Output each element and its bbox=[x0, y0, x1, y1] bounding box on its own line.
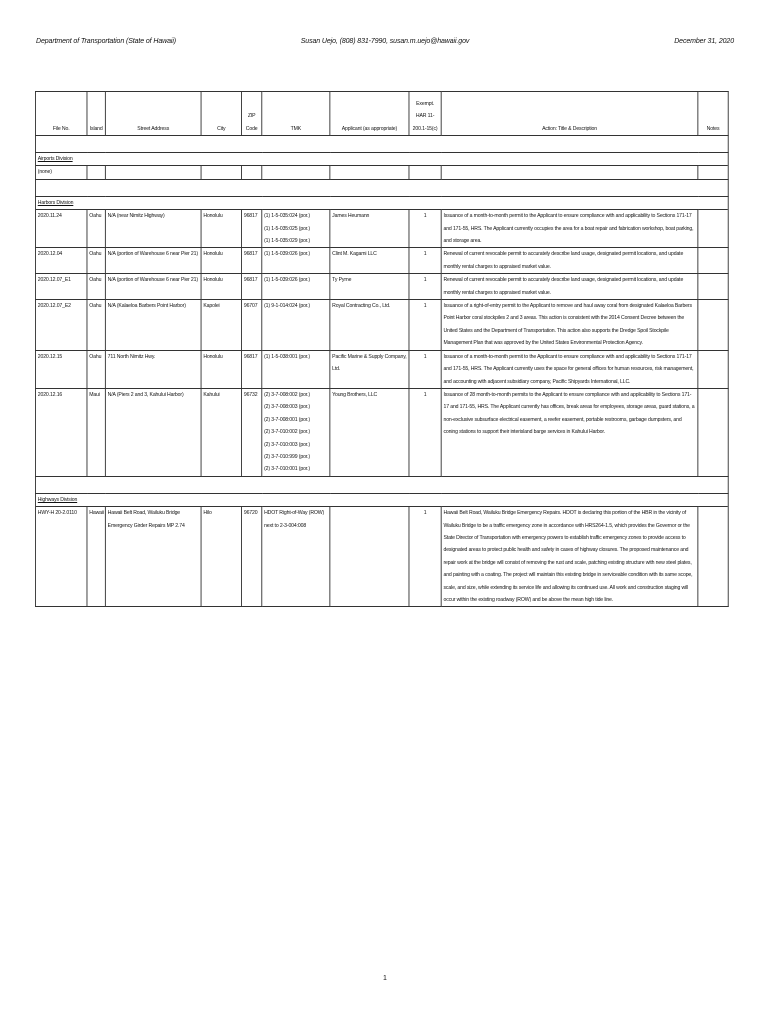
city-cell: Honolulu bbox=[201, 210, 241, 248]
exempt-cell: 1 bbox=[409, 248, 441, 274]
action-cell: Renewal of current revocable permit to accurately describe land usage, designated permit locations, and update monthly rental charges to appraised market value. bbox=[441, 274, 698, 300]
tmk-line: (2) 3-7-008:001 (por.) bbox=[264, 416, 310, 423]
table-row bbox=[35, 300, 728, 351]
exempt-cell: 1 bbox=[409, 350, 441, 388]
applicant-cell: James Heumann bbox=[330, 210, 409, 248]
notes-cell bbox=[698, 248, 728, 274]
street-address-cell: 711 North Nimitz Hwy. bbox=[105, 350, 201, 388]
tmk-cell bbox=[262, 300, 330, 351]
col-action: Action: Title & Description bbox=[441, 92, 698, 136]
island-cell: Hawaii bbox=[87, 507, 105, 607]
city-cell: Honolulu bbox=[201, 248, 241, 274]
island-cell: Oahu bbox=[87, 300, 105, 351]
tmk-line: (2) 3-7-010:999 (por.) bbox=[264, 453, 310, 460]
applicant-cell: Clint M. Kagami LLC bbox=[330, 248, 409, 274]
table-row bbox=[35, 507, 728, 607]
file-no-cell: 2020.12.04 bbox=[35, 248, 87, 274]
col-zip bbox=[242, 92, 262, 136]
zip-cell: 96817 bbox=[242, 350, 262, 388]
exempt-cell: 1 bbox=[409, 388, 441, 476]
file-no-cell: 2020.12.07_E1 bbox=[35, 274, 87, 300]
col-exempt-line2: HAR 11- bbox=[415, 113, 435, 120]
street-address-cell: N/A (near Nimitz Highway) bbox=[105, 210, 201, 248]
tmk-line: (1) 1-5-035:029 (por.) bbox=[264, 238, 310, 245]
table-row bbox=[35, 248, 728, 274]
tmk-line: (1) 1-5-039:026 (por.) bbox=[264, 277, 310, 284]
airports-division-row bbox=[35, 153, 728, 166]
action-cell: Hawaii Belt Road, Wailuku Bridge Emergency Repairs. HDOT is declaring this portion of the HBR in the vicinity of Wailuku Bridge to be a traffic emergency zone in accordance with HRS264-1.5, which provides the Governor or the State Director of Transportation with emergency powers to establish traffic emergency zones to provide access to designated areas to protect public health and safety in cases of highway closures. The proposed maintenance and repair work at the bridge will consist of removing the rust and scale, patching existing structure with new steel plates, and painting with a coating. The project will maintain this existing bridge in serviceable condition with its same scope, scale, and size, while extending its service life and allowing its continued use. All work and construction staging will occur within the existing roadway (ROW) and be above the mean high tide line. bbox=[441, 507, 698, 607]
file-no-cell: 2020.12.07_E2 bbox=[35, 300, 87, 351]
notes-cell bbox=[698, 274, 728, 300]
zip-cell: 96720 bbox=[242, 507, 262, 607]
tmk-line: (2) 3-7-010:003 (por.) bbox=[264, 441, 310, 448]
file-no-cell: 2020.12.16 bbox=[35, 388, 87, 476]
exemption-table bbox=[35, 91, 729, 607]
spacer-row bbox=[35, 179, 728, 196]
tmk-cell bbox=[262, 507, 330, 607]
zip-cell: 96707 bbox=[242, 300, 262, 351]
island-cell: Oahu bbox=[87, 248, 105, 274]
notes-cell bbox=[698, 300, 728, 351]
airports-none-row bbox=[35, 166, 728, 179]
header-contact: Susan Uejo, (808) 831-7990, susan.m.uejo@hawaii.gov bbox=[300, 38, 470, 45]
tmk-line: (1) 1-5-035:025 (por.) bbox=[264, 225, 310, 232]
city-cell: Kahului bbox=[201, 388, 241, 476]
notes-cell bbox=[698, 507, 728, 607]
action-cell: Issuance of a right-of-entry permit to the Applicant to remove and haul away coral from designated Kalaeloa Barbers Point Harbor coral stockpiles 2 and 3 areas. This action is consistent with the 2014 Consent Decree between the United States and the Department of Transportation. This action also supports the Dredge Spoil Stockpile Management Plan that was approved by the United States Environmental Protection Agency. bbox=[441, 300, 698, 351]
notes-cell bbox=[698, 210, 728, 248]
spacer-row bbox=[35, 476, 728, 493]
table-row bbox=[35, 274, 728, 300]
col-zip-line1: ZIP bbox=[247, 113, 256, 120]
tmk-line: (1) 1-5-039:026 (por.) bbox=[264, 251, 310, 258]
tmk-cell bbox=[262, 350, 330, 388]
zip-cell: 96817 bbox=[242, 274, 262, 300]
col-notes: Notes bbox=[698, 92, 728, 136]
tmk-line: (2) 3-7-008:003 (por.) bbox=[264, 404, 310, 411]
file-no-cell: HWY-H 20-2.0110 bbox=[35, 507, 87, 607]
airports-none: (none) bbox=[35, 166, 87, 179]
col-street-address: Street Address bbox=[105, 92, 201, 136]
col-applicant: Applicant (as appropriate) bbox=[330, 92, 409, 136]
island-cell: Oahu bbox=[87, 274, 105, 300]
col-city: City bbox=[201, 92, 241, 136]
tmk-line: (2) 3-7-010:001 (por.) bbox=[264, 466, 310, 473]
tmk-cell bbox=[262, 388, 330, 476]
notes-cell bbox=[698, 388, 728, 476]
tmk-line: (2) 3-7-008:002 (por.) bbox=[264, 391, 310, 398]
exempt-cell: 1 bbox=[409, 274, 441, 300]
table-header-row bbox=[35, 92, 728, 136]
table-row bbox=[35, 210, 728, 248]
tmk-cell bbox=[262, 274, 330, 300]
street-address-cell: N/A (Piers 2 and 3, Kahului Harbor) bbox=[105, 388, 201, 476]
applicant-cell: Royal Contracting Co., Ltd. bbox=[330, 300, 409, 351]
tmk-line: (1) 9-1-014:024 (por.) bbox=[264, 303, 310, 310]
action-cell: Renewal of current revocable permit to accurately describe land usage, designated permit locations, and update monthly rental charges to appraised market value. bbox=[441, 248, 698, 274]
applicant-cell: Young Brothers, LLC bbox=[330, 388, 409, 476]
action-cell: Issuance of a month-to-month permit to the Applicant to ensure compliance with and applicability to Sections 171-17 and 171-55, HRS. The Applicant currently occupies the area for a boat repair and fabrication workshop, boat parking, and storage area. bbox=[441, 210, 698, 248]
city-cell: Honolulu bbox=[201, 274, 241, 300]
island-cell: Maui bbox=[87, 388, 105, 476]
harbors-division-title: Harbors Division bbox=[37, 199, 74, 206]
airports-division-title: Airports Division bbox=[37, 156, 73, 162]
city-cell: Hilo bbox=[201, 507, 241, 607]
col-tmk: TMK bbox=[262, 92, 330, 136]
col-file-no: File No. bbox=[35, 92, 87, 136]
col-exempt-line3: 200.1-15(c) bbox=[412, 125, 438, 132]
exempt-cell: 1 bbox=[409, 507, 441, 607]
tmk-line: (2) 3-7-010:002 (por.) bbox=[264, 429, 310, 436]
zip-cell: 96732 bbox=[242, 388, 262, 476]
exempt-cell: 1 bbox=[409, 300, 441, 351]
page-number: 1 bbox=[383, 975, 387, 982]
street-address-cell: N/A (portion of Warehouse 6 near Pier 21) bbox=[105, 248, 201, 274]
col-zip-line2: Code bbox=[245, 125, 258, 132]
col-exempt-line1: Exempt. bbox=[416, 100, 435, 107]
zip-cell: 96817 bbox=[242, 248, 262, 274]
tmk-cell bbox=[262, 248, 330, 274]
table-row bbox=[35, 350, 728, 388]
street-address-cell: Hawaii Belt Road, Wailuku Bridge Emergency Girder Repairs MP 2.74 bbox=[105, 507, 201, 607]
street-address-cell: N/A (Kalaeloa Barbers Point Harbor) bbox=[105, 300, 201, 351]
action-cell: Issuance of a month-to-month permit to the Applicant to ensure compliance with and applicability to Sections 171-17 and 171-55, HRS. The Applicant currently uses the space for general offices for human resources, risk management, and accounting with adjacent subsidiary company, Pacific Shipyards International, LLC. bbox=[441, 350, 698, 388]
header-agency: Department of Transportation (State of Hawaii) bbox=[36, 38, 177, 45]
highways-division-row bbox=[35, 493, 728, 506]
action-cell: Issuance of 28 month-to-month permits to the Applicant to ensure compliance with and applicability to Sections 171-17 and 171-55, HRS. The Applicant currently has offices, break areas for employees, storage areas, guard stations, a non-exclusive subsurface electrical easement, a reefer easement, portable restrooms, garbage dumpsters, and coning stations to support their interisland barge services in Kahului Harbor. bbox=[441, 388, 698, 476]
tmk-line: (1) 1-5-035:024 (por.) bbox=[264, 213, 310, 220]
applicant-cell: Ty Pyrne bbox=[330, 274, 409, 300]
notes-cell bbox=[698, 350, 728, 388]
street-address-cell: N/A (portion of Warehouse 6 near Pier 21) bbox=[105, 274, 201, 300]
island-cell: Oahu bbox=[87, 350, 105, 388]
header-date: December 31, 2020 bbox=[674, 38, 734, 45]
zip-cell: 96817 bbox=[242, 210, 262, 248]
city-cell: Kapolei bbox=[201, 300, 241, 351]
tmk-cell bbox=[262, 210, 330, 248]
file-no-cell: 2020.12.15 bbox=[35, 350, 87, 388]
harbors-division-row bbox=[35, 196, 728, 209]
tmk-line: HDOT Right-of-Way (ROW) next to 2-3-004:008 bbox=[264, 510, 325, 529]
tmk-line: (1) 1-5-038:001 (por.) bbox=[264, 353, 310, 360]
exempt-cell: 1 bbox=[409, 210, 441, 248]
col-island: Island bbox=[87, 92, 105, 136]
highways-division-title: Highways Division bbox=[37, 496, 78, 503]
spacer-row bbox=[35, 136, 728, 153]
island-cell: Oahu bbox=[87, 210, 105, 248]
applicant-cell bbox=[330, 507, 409, 607]
col-exempt bbox=[409, 92, 441, 136]
table-row bbox=[35, 388, 728, 476]
file-no-cell: 2020.11.24 bbox=[35, 210, 87, 248]
city-cell: Honolulu bbox=[201, 350, 241, 388]
applicant-cell: Pacific Marine & Supply Company, Ltd. bbox=[330, 350, 409, 388]
